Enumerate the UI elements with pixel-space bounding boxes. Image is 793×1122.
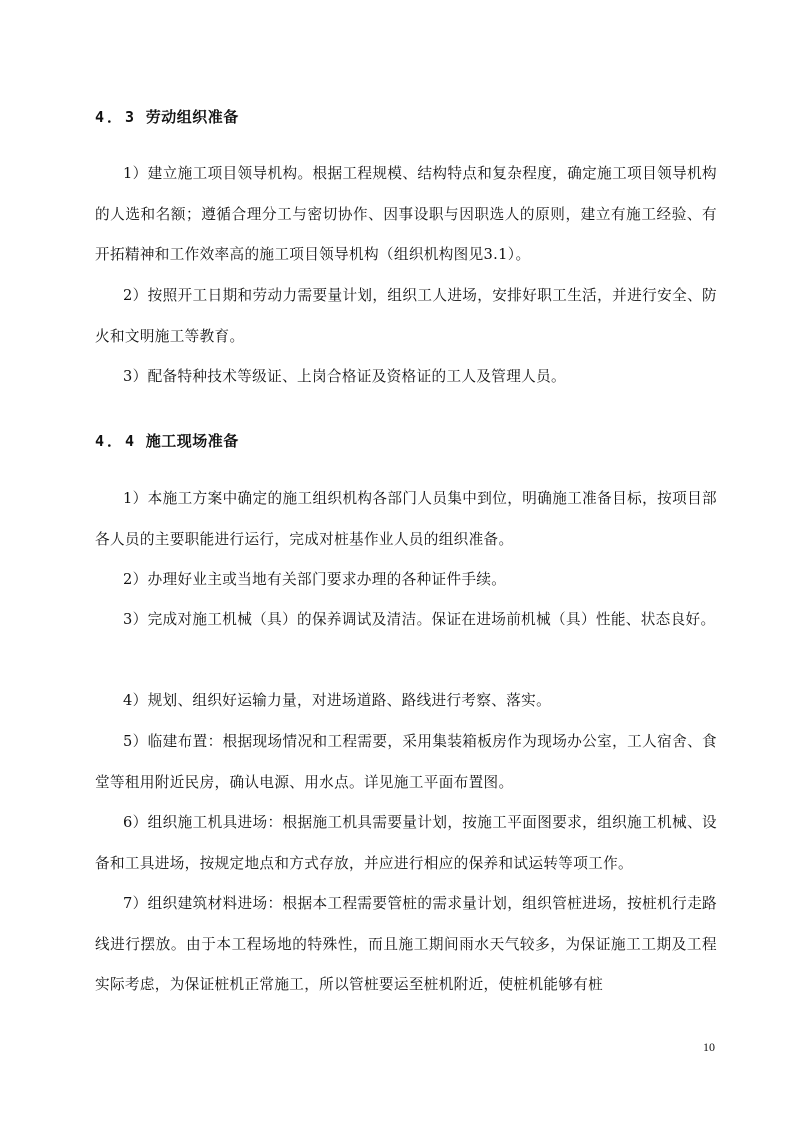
paragraph: 4）规划、组织好运输力量，对进场道路、路线进行考察、落实。: [123, 692, 552, 709]
section-title: 劳动组织准备: [145, 108, 239, 126]
paragraph: 3）完成对施工机械（具）的保养调试及清洁。保证在进场前机械（具）性能、状态良好。: [123, 611, 716, 628]
section-number: 4．3: [95, 108, 138, 126]
paragraph: 2）办理好业主或当地有关部门要求办理的各种证件手续。: [123, 571, 507, 588]
paragraph: 6）组织施工机具进场：根据施工机具需要量计划，按施工平面图要求，组织施工机械、设备和工具进场，按规定地点和方式存放，并应进行相应的保养和试运转等项工作。: [95, 814, 717, 872]
section-heading-4-3: [95, 106, 239, 127]
section-heading-4-4: [95, 430, 239, 451]
section-number: 4．4: [95, 432, 138, 450]
paragraph: 3）配备特种技术等级证、上岗合格证及资格证的工人及管理人员。: [123, 368, 567, 385]
section-title: 施工现场准备: [145, 432, 239, 450]
paragraph: 7）组织建筑材料进场：根据本工程需要管桩的需求量计划，组织管桩进场，按桩机行走路线进行摆放。由于本工程场地的特殊性，而且施工期间雨水天气较多，为保证施工工期及工程实际考虑，为保证桩机正常施工，所以管桩要运至桩机附近，使桩机能够有桩: [95, 895, 717, 993]
paragraph: 1）建立施工项目领导机构。根据工程规模、结构特点和复杂程度，确定施工项目领导机构的人选和名额；遵循合理分工与密切协作、因事设职与因职选人的原则，建立有施工经验、有开拓精神和工作效率高的施工项目领导机构（组织机构图见3.1）。: [95, 165, 717, 263]
paragraph: 1）本施工方案中确定的施工组织机构各部门人员集中到位，明确施工准备目标，按项目部各人员的主要职能进行运行，完成对桩基作业人员的组织准备。: [95, 490, 717, 548]
page-number: 10: [703, 1040, 715, 1054]
paragraph: 5）临建布置：根据现场情况和工程需要，采用集装箱板房作为现场办公室，工人宿舍、食堂等租用附近民房，确认电源、用水点。详见施工平面布置图。: [95, 733, 717, 791]
paragraph: 2）按照开工日期和劳动力需要量计划，组织工人进场，安排好职工生活，并进行安全、防火和文明施工等教育。: [95, 287, 717, 345]
